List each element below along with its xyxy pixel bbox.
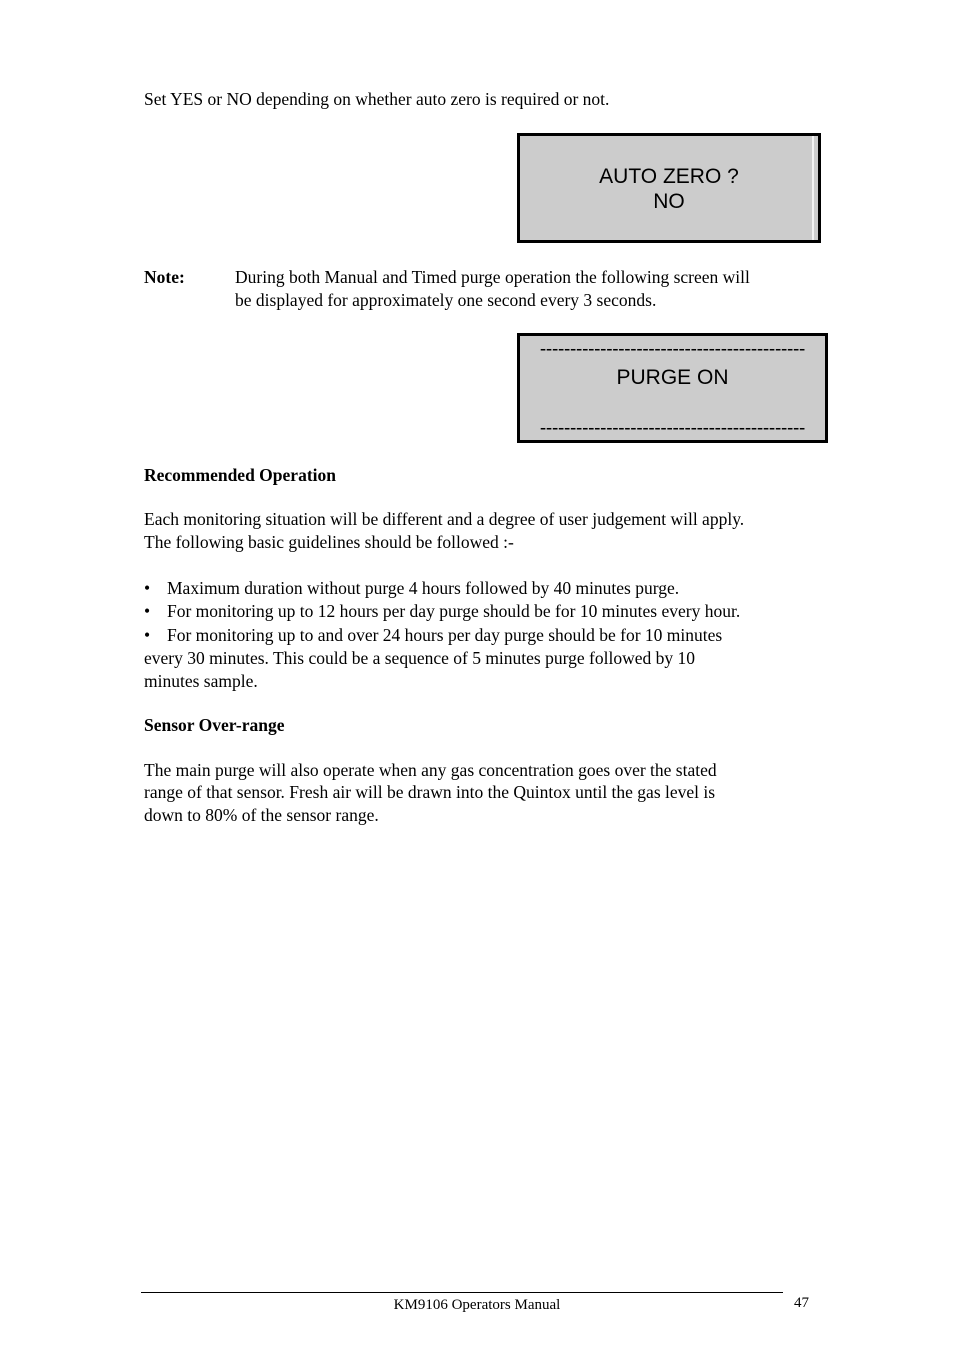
list-item-text: Maximum duration without purge 4 hours followed by 40 minutes purge. <box>167 578 680 598</box>
footer-title: KM9106 Operators Manual <box>393 1297 561 1313</box>
note-line-2: be displayed for approximately one second every 3 seconds. <box>235 290 657 310</box>
list-item <box>144 624 722 647</box>
list-item-continuation: minutes sample. <box>144 671 258 691</box>
intro-text: Set YES or NO depending on whether auto zero is required or not. <box>144 89 610 109</box>
purge-on-display <box>517 333 828 443</box>
recommended-para-line-2: The following basic guidelines should be followed :- <box>144 532 514 552</box>
over-range-heading: Sensor Over-range <box>144 715 285 735</box>
display-line-2: NO <box>653 190 685 213</box>
list-item <box>144 600 740 623</box>
note-label: Note: <box>144 267 185 287</box>
display-bevel <box>812 136 814 240</box>
over-range-line-1: The main purge will also operate when any gas concentration goes over the stated <box>144 760 717 780</box>
footer-rule <box>141 1292 783 1293</box>
display-dash-top: -------------------------------------------- <box>539 341 806 359</box>
bullet-icon: • <box>144 625 151 645</box>
list-item-continuation: every 30 minutes. This could be a sequence of 5 minutes purge followed by 10 <box>144 648 695 668</box>
recommended-heading: Recommended Operation <box>144 465 336 485</box>
note-line-1: During both Manual and Timed purge operation the following screen will <box>235 267 750 287</box>
bullet-icon: • <box>144 601 151 621</box>
display-line-1: AUTO ZERO ? <box>599 165 739 188</box>
over-range-line-3: down to 80% of the sensor range. <box>144 805 379 825</box>
bullet-icon: • <box>144 578 151 598</box>
recommended-para-line-1: Each monitoring situation will be different and a degree of user judgement will apply. <box>144 509 745 529</box>
list-item <box>144 577 679 600</box>
list-item-text: For monitoring up to 12 hours per day purge should be for 10 minutes every hour. <box>167 601 741 621</box>
auto-zero-display <box>517 133 821 243</box>
list-item-text: For monitoring up to and over 24 hours per day purge should be for 10 minutes <box>167 625 723 645</box>
display-purge-text: PURGE ON <box>616 366 729 389</box>
note-text <box>235 266 750 312</box>
display-dash-bottom: -------------------------------------------- <box>539 420 806 438</box>
page-number: 47 <box>794 1295 809 1311</box>
over-range-line-2: range of that sensor. Fresh air will be drawn into the Quintox until the gas level is <box>144 782 716 802</box>
